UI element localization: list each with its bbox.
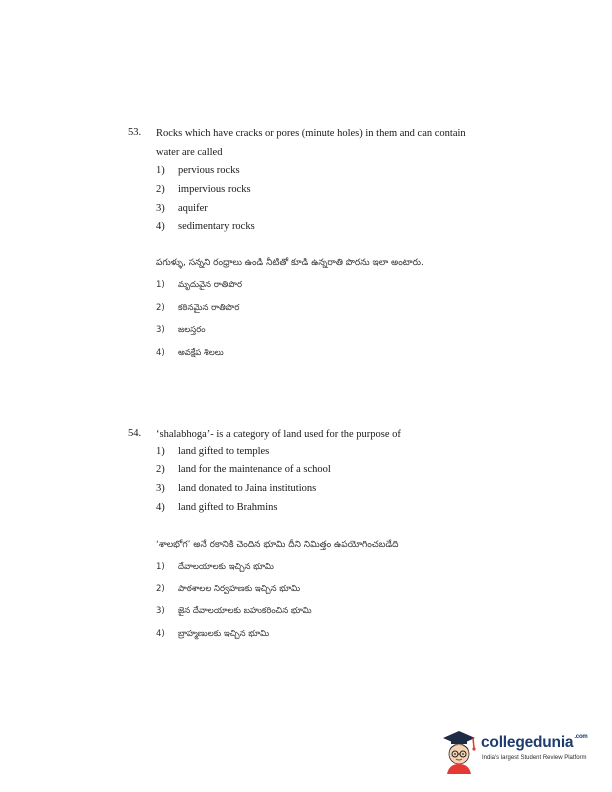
option-te-2: 2) పాఠశాలల నిర్వహణకు ఇచ్చిన భూమి [156, 584, 301, 594]
question-number: 53. [128, 127, 142, 138]
stem-line-1: ‘shalabhoga’- is a category of land used for the purpose of [156, 429, 401, 440]
option-en-4: 4) sedimentary rocks [156, 221, 255, 232]
option-te-2: 2) కఠినమైన రాతిపొర [156, 303, 240, 313]
logo-suffix: .com [574, 734, 588, 740]
option-en-1: 1) land gifted to temples [156, 446, 270, 457]
option-te-3: 3) జైన దేవాలయాలకు బహుకరించిన భూమి [156, 606, 312, 616]
option-en-2: 2) impervious rocks [156, 184, 251, 195]
question-stem-te: ‘శాలభోగ’ అనే రకానికి చెందిన భూమి దీని నిమిత్తం ఉపయోగించబడేది [156, 540, 399, 550]
option-te-1: 1) మృదువైన రాతిపొర [156, 280, 243, 290]
stem-line-2: water are called [156, 147, 223, 158]
question-stem-en [156, 425, 486, 444]
option-te-4: 4) అవక్షేప శిలలు [156, 348, 224, 358]
logo-wordmark: collegedunia$^{.com}$ [481, 734, 588, 751]
collegedunia-logo [437, 728, 597, 776]
option-te-3: 3) జలస్తరం [156, 325, 206, 335]
question-stem-te: పగుళ్ళు, సన్నని రంధ్రాలు ఉండి నీటితో కూడి ఉన్నరాతి పొరను ఇలా అంటారు. [156, 258, 424, 268]
student-mascot-icon [437, 728, 479, 774]
logo-tagline: India's largest Student Review Platform [482, 755, 587, 761]
question-number: 54. [128, 428, 142, 439]
option-te-1: 1) దేవాలయాలకు ఇచ్చిన భూమి [156, 562, 274, 572]
option-en-1: 1) pervious rocks [156, 165, 240, 176]
question-stem-en [156, 124, 486, 162]
option-te-4: 4) బ్రాహ్మణులకు ఇచ్చిన భూమి [156, 629, 270, 639]
option-en-3: 3) land donated to Jaina institutions [156, 483, 317, 494]
option-en-2: 2) land for the maintenance of a school [156, 464, 331, 475]
option-en-3: 3) aquifer [156, 203, 208, 214]
stem-line-1: Rocks which have cracks or pores (minute holes) in them and can contain [156, 128, 466, 139]
option-en-4: 4) land gifted to Brahmins [156, 502, 278, 513]
